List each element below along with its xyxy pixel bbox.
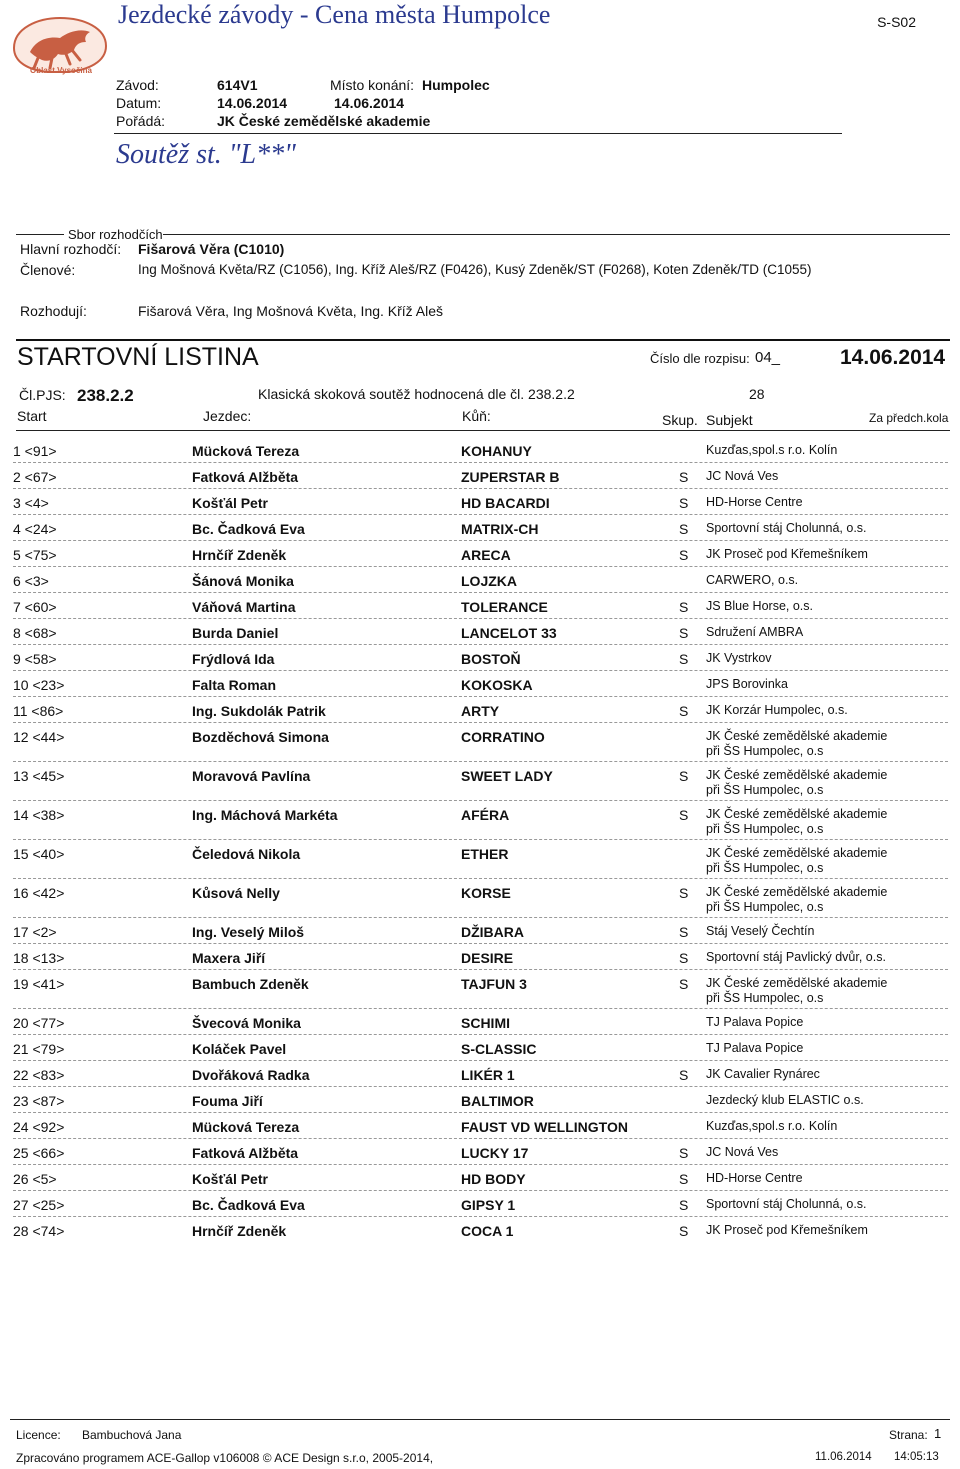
group-code: S — [679, 625, 689, 641]
subject-name: Sportovní stáj Pavlický dvůr, o.s. — [706, 950, 886, 964]
rozhoduji-value: Fišarová Věra, Ing Mošnová Květa, Ing. Kříž Aleš — [138, 303, 444, 319]
rider-name: Maxera Jiří — [192, 950, 266, 966]
list-date: 14.06.2014 — [840, 346, 946, 369]
start-number: 23 <87> — [13, 1093, 65, 1109]
start-number: 13 <45> — [13, 768, 65, 784]
horse-name: BALTIMOR — [461, 1093, 534, 1109]
group-code: S — [679, 1145, 689, 1161]
rider-name: Hrnčíř Zdeněk — [192, 547, 287, 563]
datum-from: 14.06.2014 — [217, 95, 288, 111]
row-divider — [13, 943, 948, 944]
col-subj-header: Subjekt — [706, 412, 753, 428]
start-number: 24 <92> — [13, 1119, 65, 1135]
row-divider — [13, 566, 948, 567]
subject-name-line2: při ŠS Humpolec, o.s — [706, 822, 824, 836]
subject-name-line2: při ŠS Humpolec, o.s — [706, 783, 824, 797]
rider-name: Bambuch Zdeněk — [192, 976, 309, 992]
row-divider — [13, 696, 948, 697]
rider-name: Mücková Tereza — [192, 443, 300, 459]
row-divider — [13, 722, 948, 723]
row-divider — [13, 540, 948, 541]
row-divider — [13, 761, 948, 762]
cislo-value: 04_ — [755, 349, 781, 366]
subject-name: CARWERO, o.s. — [706, 573, 799, 587]
competition-title: Soutěž st. "L**" — [116, 139, 296, 170]
rider-name: Bozděchová Simona — [192, 729, 329, 745]
row-divider — [13, 488, 948, 489]
start-number: 4 <24> — [13, 521, 57, 537]
subject-name: Sportovní stáj Cholunná, o.s. — [706, 1197, 867, 1211]
rider-name: Ing. Máchová Markéta — [192, 807, 338, 823]
misto-label: Místo konání: — [330, 77, 415, 93]
row-divider — [13, 1190, 948, 1191]
subject-name: TJ Palava Popice — [706, 1041, 804, 1055]
row-divider — [13, 1112, 948, 1113]
row-divider — [13, 839, 948, 840]
start-number: 28 <74> — [13, 1223, 65, 1239]
horse-name: TOLERANCE — [461, 599, 548, 615]
horse-name: HD BACARDI — [461, 495, 550, 511]
page-title: Jezdecké závody - Cena města Humpolce — [118, 0, 551, 29]
horse-name: ARTY — [461, 703, 500, 719]
row-divider — [13, 1008, 948, 1009]
rider-name: Fouma Jiří — [192, 1093, 263, 1109]
start-number: 1 <91> — [13, 443, 57, 459]
start-number: 11 <86> — [13, 703, 64, 719]
group-code: S — [679, 950, 689, 966]
row-divider — [13, 462, 948, 463]
zavod-label: Závod: — [116, 77, 159, 93]
subject-name: TJ Palava Popice — [706, 1015, 804, 1029]
start-number: 20 <77> — [13, 1015, 65, 1031]
rider-name: Ing. Sukdolák Patrik — [192, 703, 326, 719]
datum-label: Datum: — [116, 95, 162, 111]
horse-name: TAJFUN 3 — [461, 976, 527, 992]
pjs-label: Čl.PJS: — [19, 387, 66, 403]
jury-line-right — [163, 234, 950, 235]
group-code: S — [679, 469, 689, 485]
clenove-label: Členové: — [20, 262, 76, 278]
horse-name: ARECA — [461, 547, 511, 563]
program-note: Zpracováno programem ACE-Gallop v106008 © ACE Design s.r.o, 2005-2014, — [16, 1451, 434, 1465]
row-divider — [13, 618, 948, 619]
rider-name: Mücková Tereza — [192, 1119, 300, 1135]
subject-name: JC Nová Ves — [706, 1145, 779, 1159]
rider-name: Šánová Monika — [192, 573, 294, 589]
rider-name: Fatková Alžběta — [192, 469, 299, 485]
horse-name: GIPSY 1 — [461, 1197, 516, 1213]
rider-name: Burda Daniel — [192, 625, 279, 641]
horse-name: COCA 1 — [461, 1223, 514, 1239]
subject-name: JK České zemědělské akademie — [706, 976, 888, 990]
rider-name: Fatková Alžběta — [192, 1145, 299, 1161]
subject-name: HD-Horse Centre — [706, 495, 803, 509]
row-divider — [13, 917, 948, 918]
rider-name: Váňová Martina — [192, 599, 296, 615]
subject-name: JC Nová Ves — [706, 469, 779, 483]
start-number: 10 <23> — [13, 677, 65, 693]
horse-name: AFÉRA — [461, 807, 510, 823]
horse-name: LUCKY 17 — [461, 1145, 529, 1161]
subject-name: Kuzďas,spol.s r.o. Kolín — [706, 1119, 838, 1133]
document-code: S-S02 — [877, 14, 916, 30]
horse-name: LANCELOT 33 — [461, 625, 557, 641]
start-number: 22 <83> — [13, 1067, 65, 1083]
horse-name: LOJZKA — [461, 573, 517, 589]
start-number: 17 <2> — [13, 924, 57, 940]
subject-name-line2: při ŠS Humpolec, o.s — [706, 900, 824, 914]
logo-text: Oblast Vysočina — [30, 66, 92, 75]
header-divider — [114, 133, 842, 134]
start-number: 9 <58> — [13, 651, 57, 667]
subject-name-line2: při ŠS Humpolec, o.s — [706, 861, 824, 875]
row-divider — [13, 1086, 948, 1087]
entry-count: 28 — [749, 386, 765, 402]
subject-name: Kuzďas,spol.s r.o. Kolín — [706, 443, 838, 457]
subject-name: JS Blue Horse, o.s. — [706, 599, 813, 613]
subject-name: JPS Borovinka — [706, 677, 788, 691]
group-code: S — [679, 807, 689, 823]
group-code: S — [679, 1171, 689, 1187]
jury-heading: Sbor rozhodčích — [68, 227, 163, 242]
group-code: S — [679, 495, 689, 511]
horse-name: DŽIBARA — [461, 924, 524, 940]
subject-name: Sdružení AMBRA — [706, 625, 804, 639]
row-divider — [13, 644, 948, 645]
start-number: 7 <60> — [13, 599, 57, 615]
logo — [8, 14, 110, 80]
group-code: S — [679, 1067, 689, 1083]
row-divider — [13, 969, 948, 970]
rider-name: Kůsová Nelly — [192, 885, 280, 901]
pjs-value: 238.2.2 — [77, 386, 134, 405]
group-code: S — [679, 547, 689, 563]
start-number: 3 <4> — [13, 495, 49, 511]
subject-name: Sportovní stáj Cholunná, o.s. — [706, 521, 867, 535]
strana-label: Strana: — [889, 1428, 928, 1442]
cislo-label: Číslo dle rozpisu: — [650, 351, 750, 366]
rider-name: Čeledová Nikola — [192, 846, 301, 862]
col-horse-header: Kůň: — [462, 408, 491, 424]
start-number: 16 <42> — [13, 885, 65, 901]
row-divider — [13, 878, 948, 879]
subject-name: JK České zemědělské akademie — [706, 729, 888, 743]
start-number: 18 <13> — [13, 950, 65, 966]
row-divider — [13, 1060, 948, 1061]
start-number: 5 <75> — [13, 547, 57, 563]
start-number: 12 <44> — [13, 729, 65, 745]
row-divider — [13, 670, 948, 671]
start-number: 25 <66> — [13, 1145, 65, 1161]
rider-name: Bc. Čadková Eva — [192, 521, 305, 537]
horse-name: FAUST VD WELLINGTON — [461, 1119, 628, 1135]
start-number: 6 <3> — [13, 573, 49, 589]
group-code: S — [679, 976, 689, 992]
group-code: S — [679, 651, 689, 667]
rozhoduji-label: Rozhodují: — [20, 303, 87, 319]
subject-name: JK České zemědělské akademie — [706, 807, 888, 821]
rider-name: Ing. Veselý Miloš — [192, 924, 305, 940]
col-kola-header: Za předch.kola — [869, 411, 949, 425]
clenove-value: Ing Mošnová Květa/RZ (C1056), Ing. Kříž Aleš/RZ (F0426), Kusý Zdeněk/ST (F0268), Koten Zdeněk/TD (C1055) — [138, 262, 812, 277]
hlavni-value: Fišarová Věra (C1010) — [138, 241, 285, 257]
group-code: S — [679, 924, 689, 940]
row-divider — [13, 592, 948, 593]
row-divider — [13, 800, 948, 801]
jury-line-left — [16, 234, 64, 235]
subject-name: JK Proseč pod Křemešníkem — [706, 547, 868, 561]
horse-name: LIKÉR 1 — [461, 1067, 515, 1083]
list-header-divider — [16, 430, 950, 431]
datum-to: 14.06.2014 — [334, 95, 405, 111]
rider-name: Bc. Čadková Eva — [192, 1197, 305, 1213]
row-divider — [13, 1138, 948, 1139]
col-rider-header: Jezdec: — [203, 408, 252, 424]
rider-name: Švecová Monika — [192, 1015, 301, 1031]
group-code: S — [679, 1223, 689, 1239]
horse-name: KOHANUY — [461, 443, 532, 459]
horse-name: DESIRE — [461, 950, 514, 966]
subject-name: Jezdecký klub ELASTIC o.s. — [706, 1093, 864, 1107]
group-code: S — [679, 703, 689, 719]
rider-name: Falta Roman — [192, 677, 277, 693]
rider-name: Dvořáková Radka — [192, 1067, 310, 1083]
subject-name: JK České zemědělské akademie — [706, 846, 888, 860]
rider-name: Frýdlová Ida — [192, 651, 275, 667]
row-divider — [13, 514, 948, 515]
start-number: 21 <79> — [13, 1041, 65, 1057]
horse-name: CORRATINO — [461, 729, 545, 745]
subject-name-line2: při ŠS Humpolec, o.s — [706, 744, 824, 758]
subject-name: JK Proseč pod Křemešníkem — [706, 1223, 868, 1237]
start-number: 15 <40> — [13, 846, 65, 862]
horse-name: KORSE — [461, 885, 511, 901]
row-divider — [13, 1034, 948, 1035]
col-skup-header: Skup. — [662, 412, 698, 428]
subject-name: HD-Horse Centre — [706, 1171, 803, 1185]
horse-name: ZUPERSTAR B — [461, 469, 560, 485]
misto-value: Humpolec — [422, 77, 490, 93]
row-divider — [13, 1164, 948, 1165]
licence-label: Licence: — [16, 1428, 61, 1442]
start-number: 8 <68> — [13, 625, 57, 641]
licence-value: Bambuchová Jana — [82, 1428, 182, 1442]
rider-name: Košťál Petr — [192, 495, 268, 511]
horse-name: S-CLASSIC — [461, 1041, 537, 1057]
group-code: S — [679, 521, 689, 537]
start-number: 2 <67> — [13, 469, 57, 485]
footer-date: 11.06.2014 — [815, 1451, 872, 1463]
subject-name-line2: při ŠS Humpolec, o.s — [706, 991, 824, 1005]
rider-name: Hrnčíř Zdeněk — [192, 1223, 287, 1239]
porada-value: JK České zemědělské akademie — [217, 113, 431, 129]
horse-name: BOSTOŇ — [461, 651, 521, 667]
hlavni-label: Hlavní rozhodčí: — [20, 241, 122, 257]
strana-value: 1 — [934, 1426, 942, 1441]
start-number: 19 <41> — [13, 976, 65, 992]
group-code: S — [679, 1197, 689, 1213]
rider-name: Moravová Pavlína — [192, 768, 311, 784]
horse-name: SWEET LADY — [461, 768, 553, 784]
horse-name: HD BODY — [461, 1171, 526, 1187]
horse-name: KOKOSKA — [461, 677, 533, 693]
group-code: S — [679, 768, 689, 784]
horse-name: ETHER — [461, 846, 509, 862]
subject-name: Stáj Veselý Čechtín — [706, 924, 815, 938]
horse-name: SCHIMI — [461, 1015, 510, 1031]
porada-label: Pořádá: — [116, 113, 166, 129]
rider-name: Košťál Petr — [192, 1171, 268, 1187]
rider-name: Koláček Pavel — [192, 1041, 287, 1057]
subject-name: JK České zemědělské akademie — [706, 885, 888, 899]
subject-name: JK Cavalier Rynárec — [706, 1067, 820, 1081]
subject-name: JK Vystrkov — [706, 651, 772, 665]
start-number: 14 <38> — [13, 807, 65, 823]
group-code: S — [679, 885, 689, 901]
start-number: 26 <5> — [13, 1171, 57, 1187]
subject-name: JK Korzár Humpolec, o.s. — [706, 703, 848, 717]
start-number: 27 <25> — [13, 1197, 65, 1213]
zavod-value: 614V1 — [217, 77, 258, 93]
col-start-header: Start — [17, 408, 47, 424]
list-top-divider — [16, 339, 950, 341]
competition-description: Klasická skoková soutěž hodnocená dle čl. 238.2.2 — [258, 386, 575, 402]
group-code: S — [679, 599, 689, 615]
horse-name: MATRIX-CH — [461, 521, 539, 537]
list-heading: STARTOVNÍ LISTINA — [17, 343, 259, 371]
footer-time: 14:05:13 — [894, 1451, 939, 1463]
subject-name: JK České zemědělské akademie — [706, 768, 888, 782]
footer-divider — [10, 1419, 950, 1420]
row-divider — [13, 1216, 948, 1217]
